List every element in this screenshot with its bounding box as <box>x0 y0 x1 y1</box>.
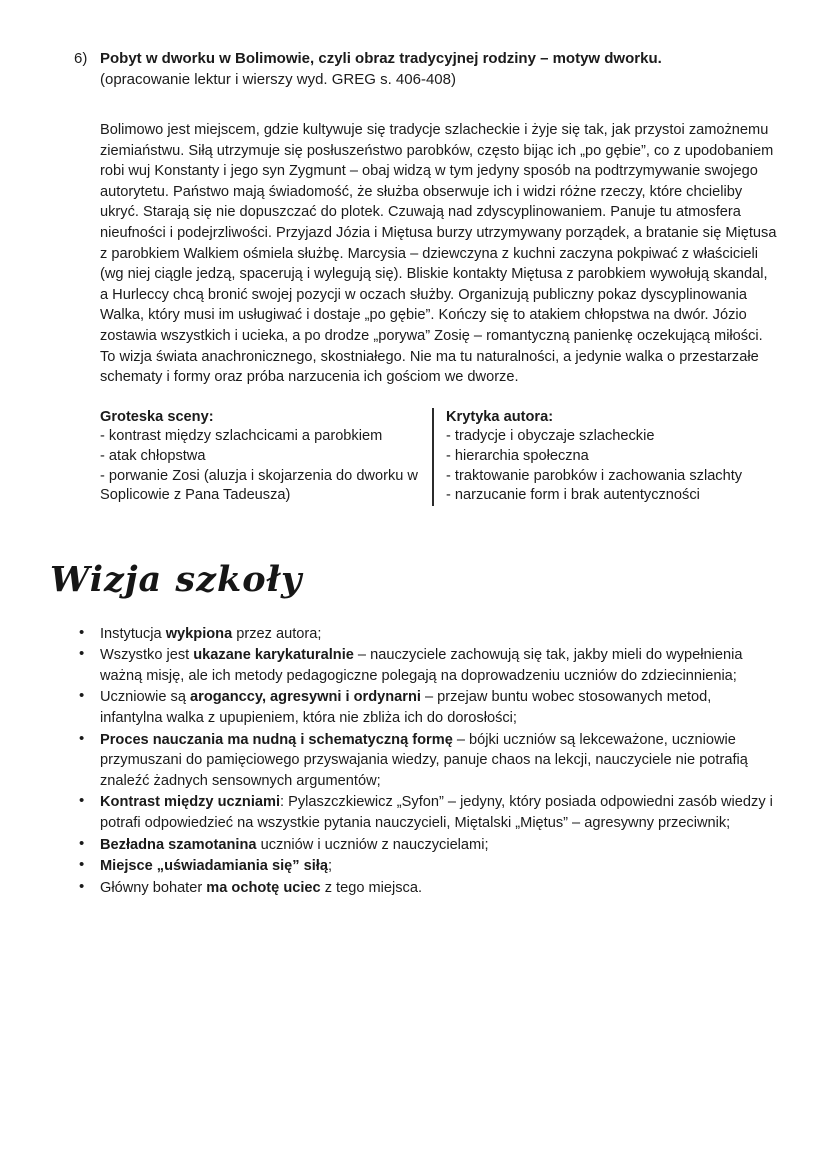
table-header-krytyka: Krytyka autora: <box>446 408 554 425</box>
table-item: - atak chłopstwa <box>100 447 206 464</box>
table-items-krytyka <box>446 427 776 505</box>
table-item: - narzucanie form i brak autentyczności <box>446 487 700 504</box>
section-subtitle: (opracowanie lektur i wierszy wyd. GREG s. 406-408) <box>100 71 456 88</box>
bullet-item: • Uczniowie są aroganccy, agresywni i ordynarni – przejaw buntu wobec stosowanych metod, infantylna walka z upupieniem, która nie zbliża ich do dorosłości; <box>100 687 776 728</box>
bullet-item: • Instytucja wykpiona przez autora; <box>100 624 776 645</box>
school-section-heading: Wizja szkoły <box>50 558 303 600</box>
section-title: Pobyt w dworku w Bolimowie, czyli obraz tradycyjnej rodziny – motyw dworku. <box>100 50 662 67</box>
bullet-item: • Kontrast między uczniami: Pylaszczkiewicz „Syfon” – jedyny, który posiada odpowiedni zasób wiedzy i potrafi odpowiedzieć na wszystkie pytania nauczycieli, Miętalski „Miętus” – agresywny przeciwnik; <box>100 792 776 833</box>
table-header-groteska: Groteska sceny: <box>100 408 214 425</box>
table-item: - hierarchia społeczna <box>446 447 589 464</box>
table-column-krytyka <box>434 408 776 506</box>
section-number: 6) <box>74 50 88 67</box>
main-paragraph: Bolimowo jest miejscem, gdzie kultywuje się tradycje szlacheckie i żyje się tak, jak przystoi zamożnemu ziemiaństwu. Siłą utrzymuje się posłuszeństwo parobków, często bijąc ich „po gębie”, co z upodobaniem robi wuj Konstanty i jego syn Zygmunt – obaj widzą w tym jedyny sposób na podtrzymywanie swojego autorytetu. Państwo mają świadomość, że służba obserwuje ich i widzi różne rzeczy, które chcieliby ukryć. Starają się nie dopuszczać do plotek. Czuwają nad zdyscyplinowaniem. Panuje tu atmosfera nieufności i podejrzliwości. Przyjazd Józia i Miętusa burzy utrzymywany porządek, a bratanie się Miętusa z parobkiem Walkiem ośmiela służbę. Marcysia – dziewczyna z kuchni zaczyna pokpiwać z właścicieli (wg niej ciągle jedzą, spacerują i wylegują się). Bliskie kontakty Miętusa z parobkiem wywołują skandal, a Hurleccy chcą bronić swojej pozycji w oczach służby. Organizują publiczny pokaz dyscyplinowania Walka, który musi im usługiwać i dostaje „po gębie”. Kończy się to atakiem chłopstwa na dwór. Józio zostawia wszystkich i ucieka, a po drodze „porywa” Zosię – romantyczną panienkę oczekującą miłości. <box>100 122 777 344</box>
comparison-table <box>100 408 776 506</box>
school-bullet-list <box>0 624 776 899</box>
section-heading <box>74 48 778 90</box>
closing-paragraph: To wizja świata anachronicznego, skostniałego. Nie ma tu naturalności, a jedynie walka o przestarzałe schematy i formy oraz próba narzucenia ich gościom we dworze. <box>100 348 759 386</box>
bullet-item: • Bezładna szamotanina uczniów i uczniów z nauczycielami; <box>100 835 776 856</box>
bullet-item: • Główny bohater ma ochotę uciec z tego miejsca. <box>100 878 776 899</box>
table-column-groteska <box>100 408 430 506</box>
bullet-item: • Wszystko jest ukazane karykaturalnie – nauczyciele zachowują się tak, jakby mieli do wypełnienia ważną misję, ale ich metody pedagogiczne polegają na doprowadzeniu uczniów do zdziecinnienia; <box>100 645 776 686</box>
table-item: - tradycje i obyczaje szlacheckie <box>446 428 655 445</box>
table-item: - traktowanie parobków i zachowania szlachty <box>446 467 743 484</box>
table-item: - kontrast między szlachcicami a parobkiem <box>100 428 383 445</box>
bullet-item: • Proces nauczania ma nudną i schematyczną formę – bójki uczniów są lekceważone, uczniowie przymuszani do pamięciowego przyswajania wiedzy, panuje chaos na lekcji, nauczyciele nie potrafią znaleźć żadnych sensownych argumentów; <box>100 730 776 792</box>
bullet-item: • Miejsce „uświadamiania się” siłą; <box>100 856 776 877</box>
table-item: - porwanie Zosi (aluzja i skojarzenia do dworku w Soplicowie z Pana Tadeusza) <box>100 467 418 504</box>
section-heading-text <box>100 48 662 90</box>
table-items-groteska <box>100 427 424 505</box>
